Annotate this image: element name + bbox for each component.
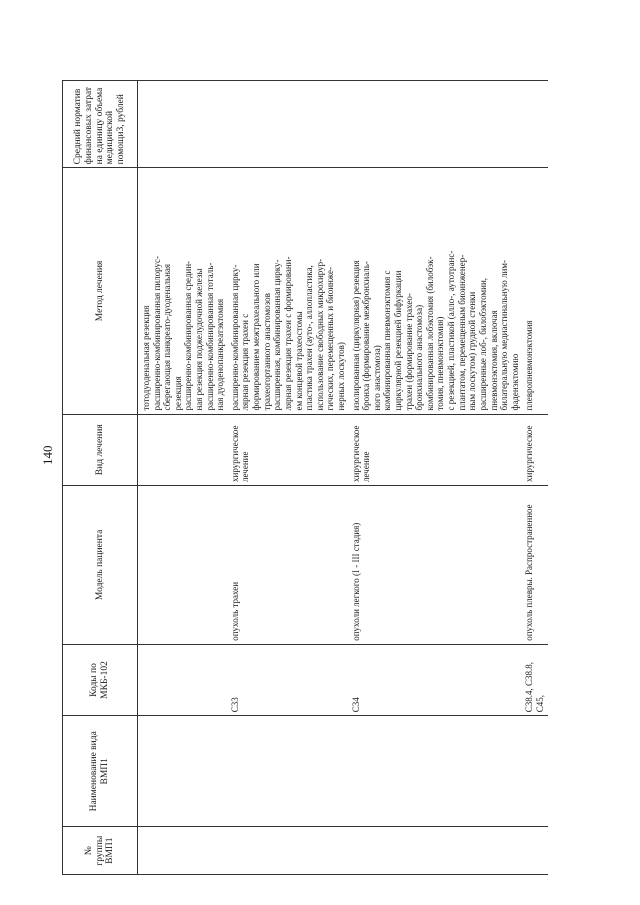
method-cell: тотодуоденальная резекция расширенно-комбинированная пилорус- сберегающая панкреато-дуоденальная резекция расширенно-комбинированная средин- ная резекция поджелудочной железы расширенно-комбинированная тоталь- ная дуоденопанкреатэктомия — [138, 168, 228, 414]
cost-cell — [228, 81, 349, 168]
header-treatment-type: Вид лечения — [63, 414, 138, 485]
type-cell: хирургическое — [522, 414, 547, 485]
vmp-name-cell — [228, 716, 349, 827]
medical-care-table — [62, 80, 632, 875]
method-cell: расширенно-комбинированная цирку- лярная резекция трахеи с формированием межтрахеального или трахеогортанного анастомозов расширенная, комбинированная цирку- лярная резекция трахеи с формировани- ем концевой трахеостомы пластика трахеи (ауто-, аллопластика, использование свободных микрохирур- гических, перемещенных и биоинже- нерных лоскутов) — [228, 168, 349, 414]
type-cell — [138, 414, 228, 485]
group-no-cell — [228, 827, 349, 875]
table-row — [522, 81, 547, 875]
codes-cell: С34 — [349, 644, 523, 715]
codes-cell: С38.4, С38.8, С45, — [522, 644, 547, 715]
codes-cell — [138, 644, 228, 715]
group-no-cell — [522, 827, 547, 875]
group-no-cell — [138, 827, 228, 875]
type-cell: хирургическое лечение — [228, 414, 349, 485]
table-row — [138, 81, 228, 875]
group-no-cell — [349, 827, 523, 875]
header-avg-cost: Средний норматив финансовых затрат на единицу объема медицинской помощи3, рублей — [63, 81, 138, 168]
vmp-name-cell — [522, 716, 547, 827]
model-cell: опухоль плевры. Распространенное — [522, 485, 547, 644]
method-cell: изолированная (циркулярная) резекция бронха (формирование межбронхиаль- ного анастомоза) комбинированная пневмонэктомия с циркулярной резекцией бифуркации трахеи (формирование трахео- бронхиального анастомоза) комбинированная лобэктомия (билобэк- томия, пневмонэктомия) с резекцией, пластикой (алло-, аутотранс- плантатом, перемещенным биоинженер- ным лоскутом) грудной стенки расширенные лоб-, билобэктомии, пневмонэктомия, включая билатеральную медиастинальную лим- фаденэктомию — [349, 168, 523, 414]
table-row — [228, 81, 349, 875]
cost-cell — [138, 81, 228, 168]
vmp-name-cell — [349, 716, 523, 827]
header-mkb-codes: Коды по МКБ-102 — [63, 644, 138, 715]
method-cell: плевропневмонэктомия — [522, 168, 547, 414]
header-group-no: № группы ВМП1 — [63, 827, 138, 875]
model-cell: опухоль трахеи — [228, 485, 349, 644]
header-patient-model: Модель пациента — [63, 485, 138, 644]
type-cell: хирургическое лечение — [349, 414, 523, 485]
codes-cell: С33 — [228, 644, 349, 715]
table-row — [349, 81, 523, 875]
model-cell — [138, 485, 228, 644]
model-cell: опухоли легкого (I - III стадия) — [349, 485, 523, 644]
cost-cell — [349, 81, 523, 168]
table-header-row — [63, 81, 138, 875]
vmp-name-cell — [138, 716, 228, 827]
page-number: 140 — [40, 445, 55, 465]
header-treatment-method: Метод лечения — [63, 168, 138, 414]
header-vmp-name: Наименование вида ВМП1 — [63, 716, 138, 827]
cost-cell — [522, 81, 547, 168]
